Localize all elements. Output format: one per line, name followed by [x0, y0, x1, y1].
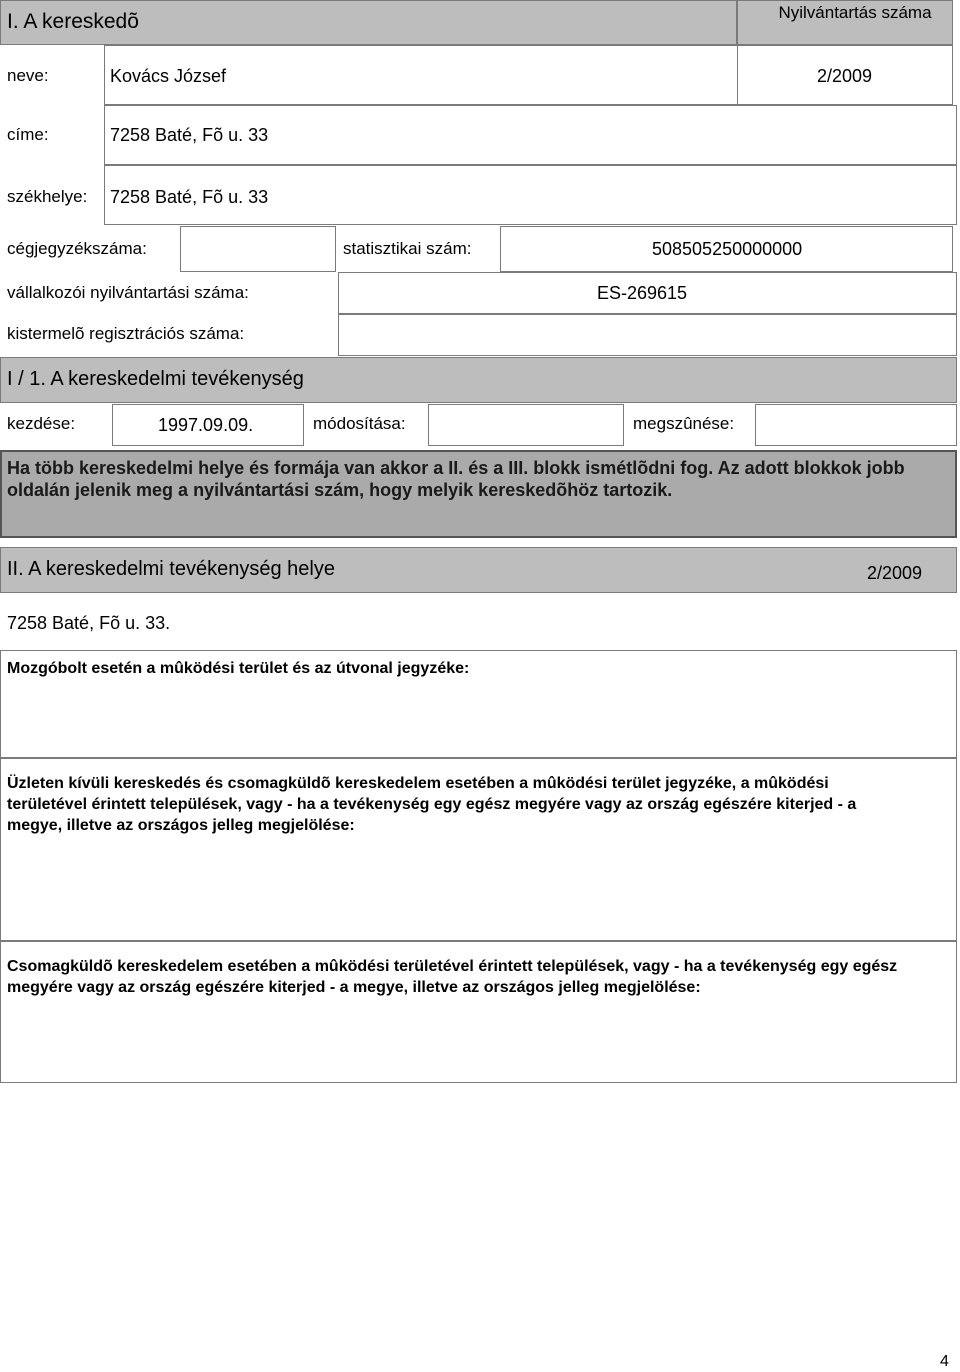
reg-number-label: Nyilvántartás száma [778, 3, 932, 22]
address-label: címe: [7, 125, 49, 144]
stat-label: statisztikai szám: [343, 239, 472, 258]
modify-field [428, 404, 624, 446]
end-field [755, 404, 957, 446]
stat-value: 508505250000000 [652, 239, 803, 259]
entrepreneur-value: ES-269615 [597, 283, 688, 303]
start-label: kezdése: [7, 414, 76, 433]
company-reg-label: cégjegyzékszáma: [7, 239, 147, 258]
page-number: 4 [940, 1353, 949, 1370]
company-reg-field [180, 226, 336, 272]
seat-value: 7258 Baté, Fõ u. 33 [110, 187, 269, 207]
mailorder-label: Csomagküldõ kereskedelem esetében a mûködési területével érintett települések, vagy - ha a tevékenység egy egész megyére vagy az ország egészére kiterjed - a megye, illetve az országos jelleg megjelölése: [7, 958, 898, 996]
smallholder-label: kistermelõ regisztrációs száma: [7, 324, 245, 343]
location-address: 7258 Baté, Fõ u. 33. [7, 613, 171, 633]
mobile-shop-label: Mozgóbolt esetén a mûködési terület és az útvonal jegyzéke: [7, 660, 470, 677]
section-title-trader: I. A kereskedõ [7, 10, 139, 33]
smallholder-field [338, 314, 957, 356]
entrepreneur-label: vállalkozói nyilvántartási száma: [7, 283, 249, 302]
nonstore-label: Üzleten kívüli kereskedés és csomagküldõ kereskedelem esetében a mûködési terület jegyzéke, a mûködési területével érintett települések, vagy - ha a tevékenység egy egész megyére vagy az ország egészére kiterjed - a megye, illetve az országos jelleg megjelölése: [7, 775, 857, 834]
location-reg-number: 2/2009 [867, 563, 923, 583]
notice-text: Ha több kereskedelmi helye és formája van akkor a II. és a III. blokk ismétlõdni fog. Az adott blokkok jobb oldalán jelenik meg a nyilvántartási szám, hogy melyik kereskedõhöz tartozik. [7, 458, 905, 500]
seat-label: székhelye: [7, 187, 88, 206]
name-label: neve: [7, 66, 49, 85]
end-label: megszûnése: [633, 414, 735, 433]
address-value: 7258 Baté, Fõ u. 33 [110, 125, 269, 145]
name-value: Kovács József [110, 66, 227, 86]
start-value: 1997.09.09. [158, 415, 254, 435]
activity-title: I / 1. A kereskedelmi tevékenység [7, 368, 304, 390]
location-title: II. A kereskedelmi tevékenység helye [7, 558, 335, 580]
modify-label: módosítása: [313, 414, 406, 433]
reg-number-value: 2/2009 [817, 66, 873, 86]
